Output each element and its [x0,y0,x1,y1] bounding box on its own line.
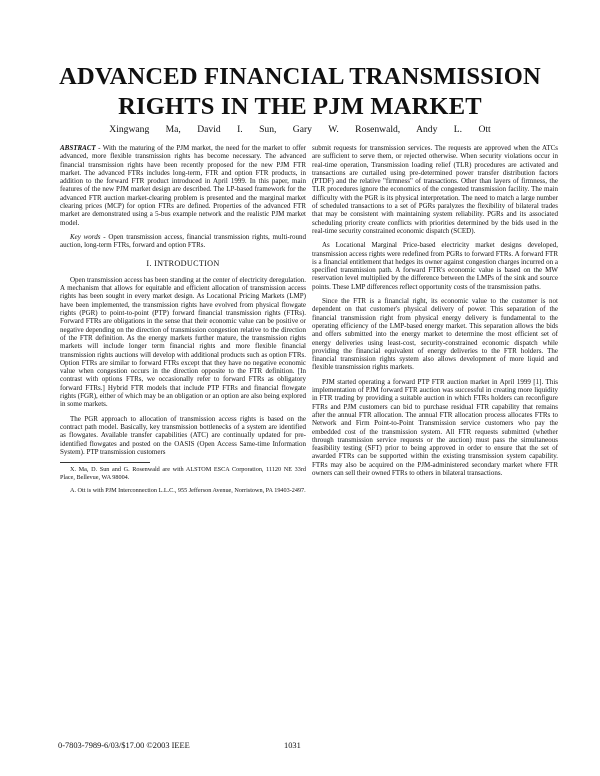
abstract [60,144,306,227]
body-paragraph: Since the FTR is a financial right, its economic value to the customer is not dependent on that customer's physical delivery of power. This separation of the financial transmission right from physical energy delivery is fundamental to the operating efficiency of the LMP-based energy market. This separation allows the bids and offers submitted into the energy market to determine the most efficient set of energy deliveries using least-cost, security-constrained economic dispatch while providing the financial equivalent of energy deliveries to the FTR holders. The financial transmission rights system also allows development of more liquid and flexible transmission rights markets. [312,297,558,372]
abstract-text: - With the maturing of the PJM market, the need for the market to offer advanced, more flexible transmission rights has become necessary. The advanced financial transmission rights have been recently proposed for the new PJM FTR market. The advanced FTRs includes long-term, FTR and option FTR products, in addition to the forward FTR product introduced in April 1999. In this paper, main features of the new PJM market design are described. The LP-based framework for the advanced FTR auction market-clearing problem is presented and the marginal market clearing prices (MCP) for option FTRs are defined. Properties of the advanced FTR market are demonstrated using a 5-bus example network and the realistic PJM market model. [60,144,306,227]
author-list: Xingwang Ma, David I. Sun, Gary W. Rosenwald, Andy L. Ott [109,124,491,135]
body-paragraph: PJM started operating a forward PTP FTR auction market in April 1999 [1]. This implementation of PJM forward FTR auction was successful in creating more liquidity in FTR trading by providing a suitable auction in which FTRs holders can reconfigure FTRs and PJM customers can bid to purchase residual FTR capability that remains after the annual FTR allocation. The annual FTR allocation process allocates FTRs to Network and Firm Point-to-Point Transmission service customers who pay the embedded cost of the transmission system. All FTR requests submitted (whether through transmission service requests or the auction) must pass the simultaneous feasibility testing (SFT) prior to being approved in order to ensure that the set of awarded FTRs can be supported within the existing transmission system capability. FTRs may also be acquired on the PJM-administered secondary market where FTR owners can sell their owned FTRs to others in bilateral transactions. [312,377,558,477]
body-paragraph: The PGR approach to allocation of transmission access rights is based on the contract path model. Basically, key transmission bottlenecks of a system are identified as flowgates. Available transfer capabilities (ATC) are continually updated for pre-identified flowgates and posted on the OASIS (Open Access Same-time Information System). PTP transmission customers [60,414,306,456]
body-paragraph: Open transmission access has been standing at the center of electricity deregulation. A mechanism that allows for equitable and efficient allocation of transmission access rights has been sought in every market design. As Locational Pricing Markets (LMP) have been implemented, the transmission rights have evolved from physical flowgate rights (PGR) to point-to-point (PTP) forward financial transmission rights (FTRs). Forward FTRs are obligations in the sense that their economic value can be positive or negative depending on the direction of transmission congestion relative to the direction of the FTR definition. As the energy markets further mature, the transmission rights markets will include longer term financial rights and more flexible financial transmission rights auctions will develop with additional products such as option FTRs. Option FTRs are similar to forward FTRs except that they have no negative economic value when congestion occurs in the direction opposite to the FTR definition. [In contrast with options FTRs, we occasionally refer to forward FTRs as obligatory forward FTRs.] Hybrid FTR models that include PTP FTRs and financial flowgate rights (FGR), either of which may be an obligation or an option are also being explored in some markets. [60,275,306,409]
footnote: A. Ott is with PJM Interconnection L.L.C., 955 Jefferson Avenue, Norristown, PA 19403-2497. [70,486,306,494]
copyright-line: 0-7803-7989-6/03/$17.00 ©2003 IEEE [58,741,190,750]
keywords [60,233,306,250]
page-number: 1031 [284,741,301,750]
body-paragraph: As Locational Marginal Price-based electricity market designs developed, transmission access rights were redefined from PGRs to forward FTRs. A forward FTR is a financial entitlement that hedges its owner against congestion charges incurred on a specified transmission path. A forward FTR's economic value is based on the MW reservation level multiplied by the difference between the LMPs of the sink and source points. These LMP differences reflect opportunity costs of the transmission paths. [312,241,558,291]
abstract-label: ABSTRACT [60,144,96,152]
left-column [60,144,306,500]
keywords-text: - Open transmission access, financial transmission rights, multi-round auction, long-term FTRs, forward and option FTRs. [60,232,306,250]
right-column [312,144,558,483]
keywords-label: Key words [70,232,101,241]
footnote-divider [60,462,150,463]
section-heading-introduction: I. INTRODUCTION [146,258,220,268]
paper-title-line-1: ADVANCED FINANCIAL TRANSMISSION [59,63,541,90]
footnote: X. Ma, D. Sun and G. Rosenwald are with ALSTOM ESCA Corporation, 11120 NE 33rd Place, Bellevue, WA 98004. [60,466,306,481]
body-paragraph: submit requests for transmission services. The requests are approved when the ATCs are sufficient to serve them, or rejected otherwise. When security violations occur in real-time operation, Transmission loading relief (TLR) procedures are activated and transactions are curtailed using pre-determined power transfer distribution factors (PTDF) and the relative "firmness" of transactions. Other than layers of firmness, the TLR procedures ignore the economics of the congested transmission facility. The main difficulty with the PGR is its physical interpretation. The need to match a large number of scheduled transactions to a set of PGRs paralyzes the flexibility of bilateral trades that may be consistent with maintaining system reliability. PGRs and its associated scheduling priority create conflicts with priorities determined by the bids used in the real-time security constrained economic dispatch (SCED). [312,144,558,235]
paper-title-line-2: RIGHTS IN THE PJM MARKET [118,93,482,120]
